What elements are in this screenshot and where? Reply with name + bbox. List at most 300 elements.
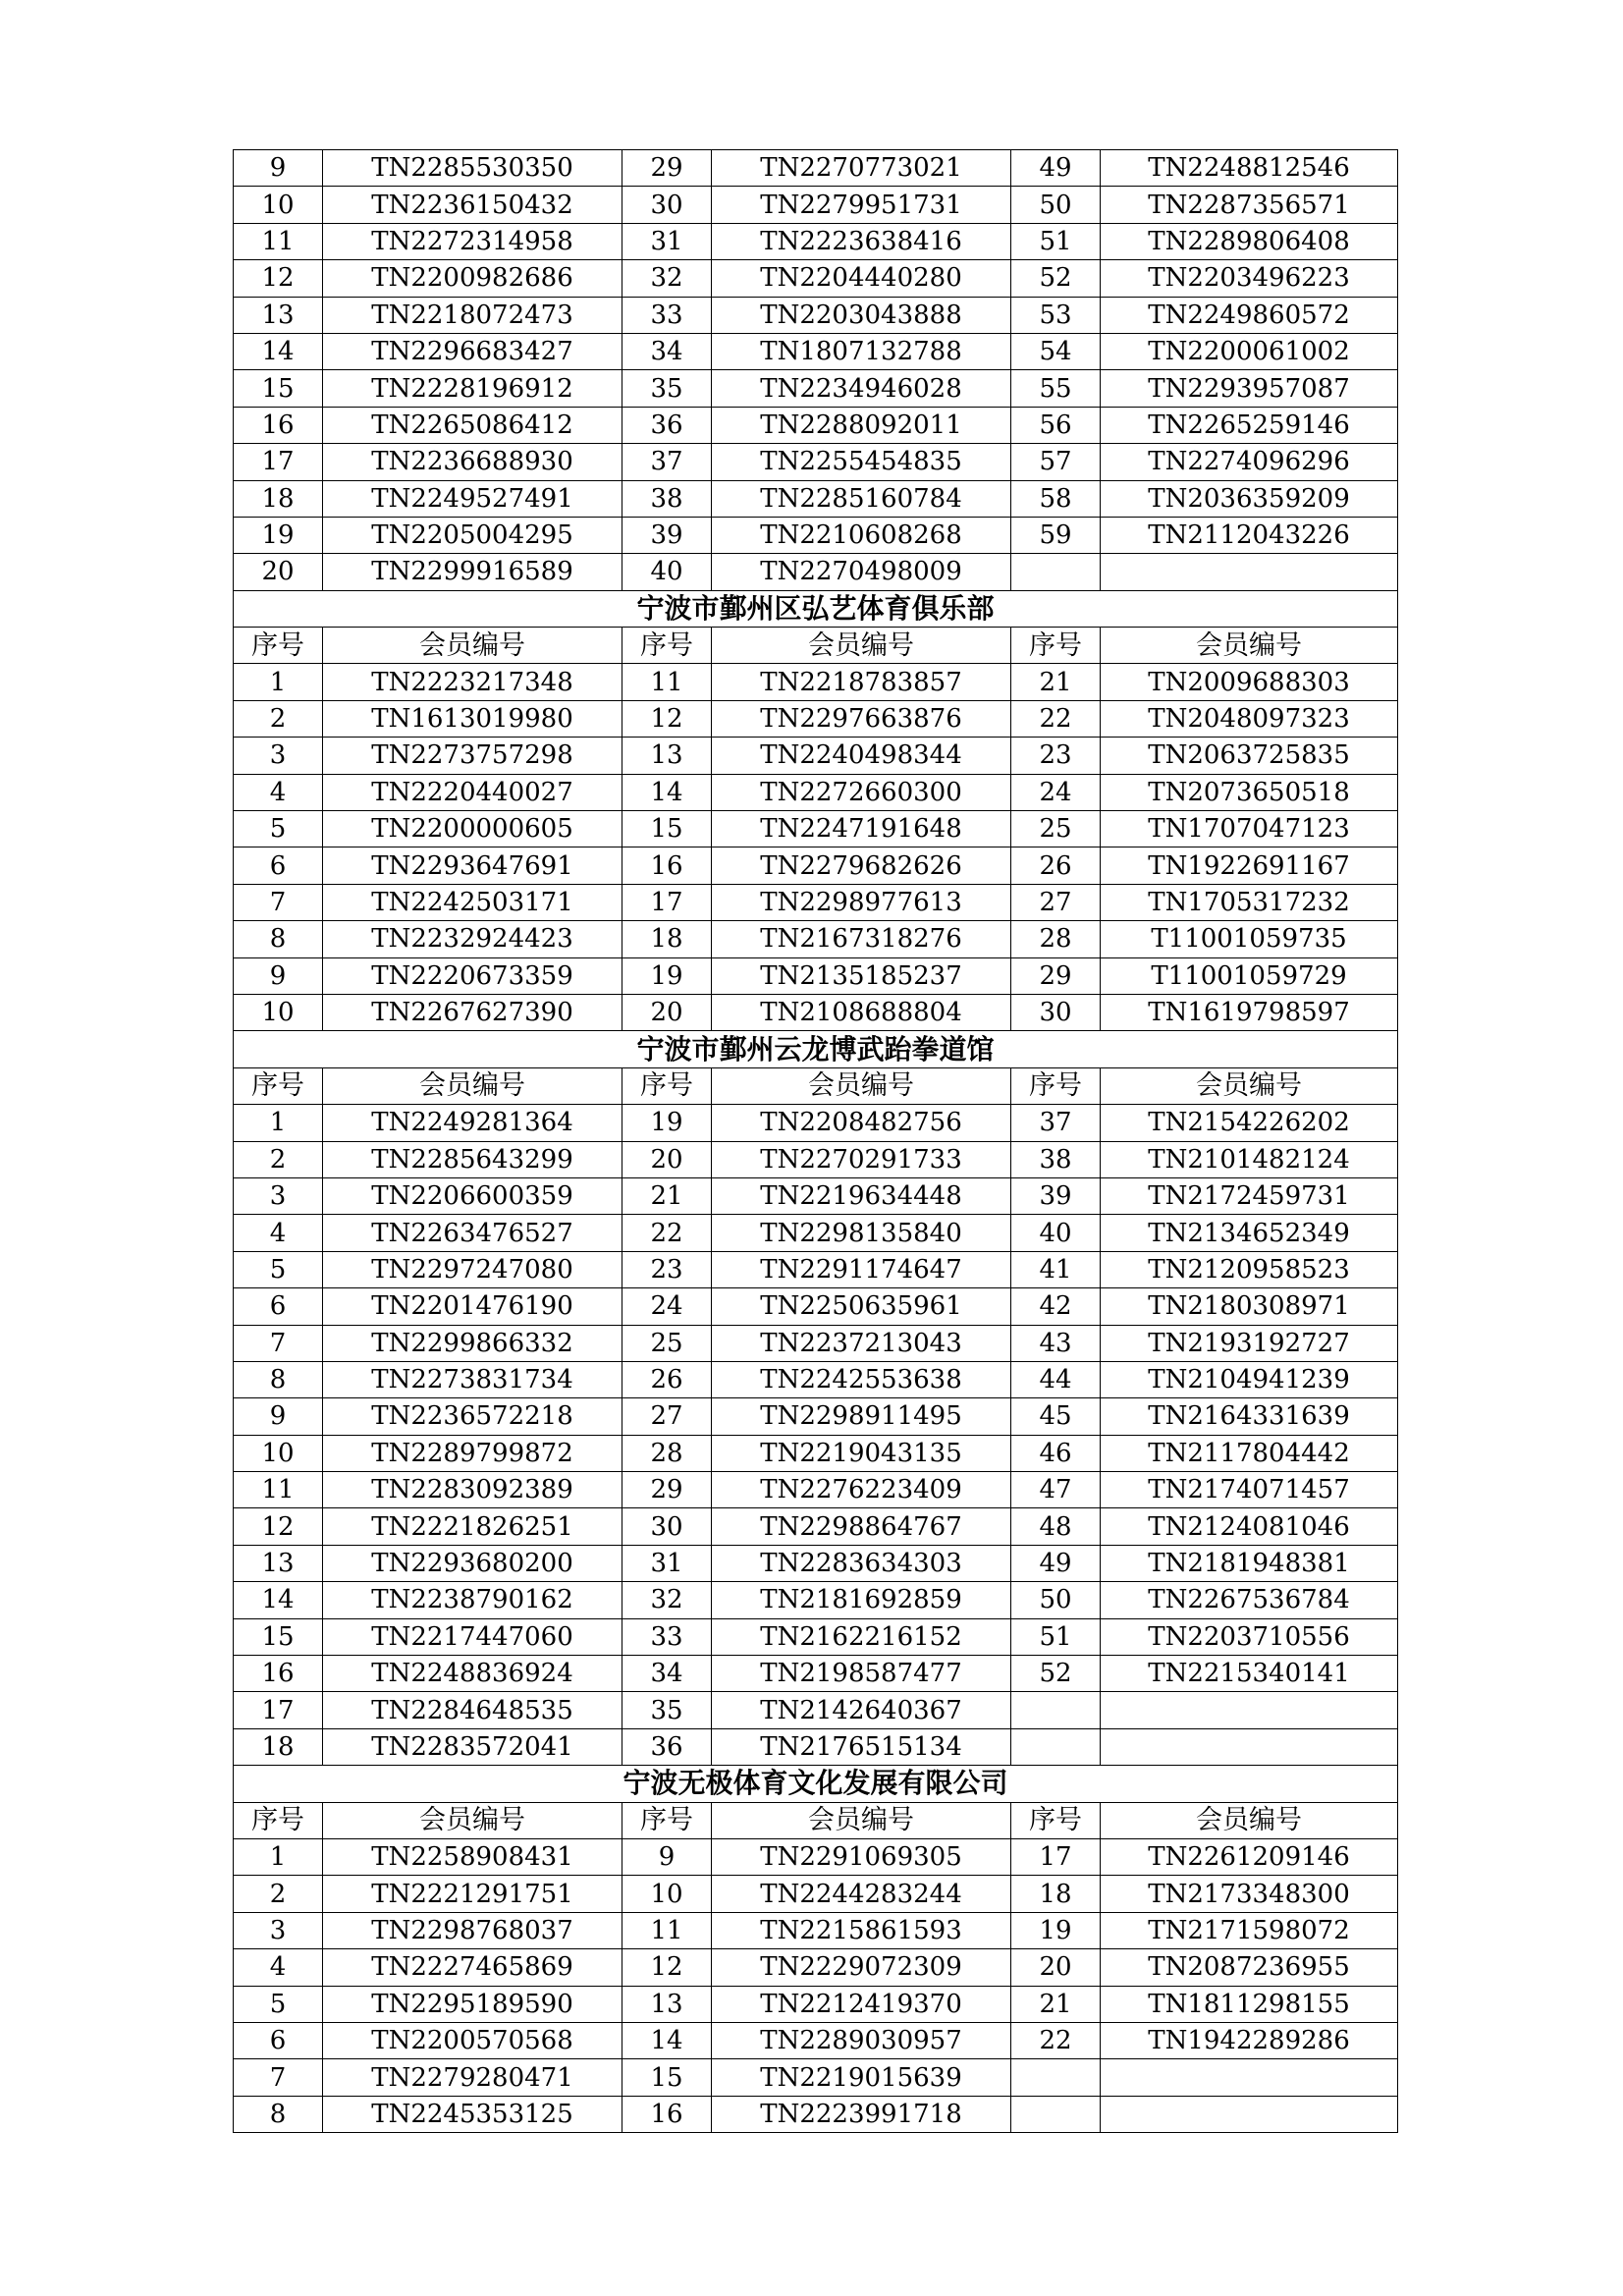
member-id-cell: TN2218072473	[323, 297, 622, 333]
index-cell: 11	[234, 1472, 323, 1508]
index-cell: 29	[622, 150, 712, 187]
index-cell: 10	[622, 1876, 712, 1912]
header-index: 序号	[1011, 628, 1101, 664]
member-id-cell: TN2220673359	[323, 957, 622, 994]
index-cell: 40	[1011, 1215, 1101, 1251]
index-cell: 45	[1011, 1398, 1101, 1435]
table-row	[234, 774, 1398, 810]
index-cell: 4	[234, 1949, 323, 1986]
index-cell: 39	[1011, 1177, 1101, 1214]
index-cell: 15	[622, 811, 712, 847]
member-id-cell: TN1807132788	[712, 333, 1011, 369]
member-id-cell: TN2234946028	[712, 370, 1011, 407]
table-row	[234, 1838, 1398, 1875]
member-id-cell: TN2201476190	[323, 1288, 622, 1325]
member-id-cell: TN2219015639	[712, 2059, 1011, 2096]
member-id-cell: TN2285160784	[712, 480, 1011, 517]
member-id-cell: TN2120958523	[1101, 1251, 1398, 1287]
member-id-cell: TN2134652349	[1101, 1215, 1398, 1251]
index-cell	[1011, 2059, 1101, 2096]
member-id-cell: TN2200000605	[323, 811, 622, 847]
member-id-cell: TN2291174647	[712, 1251, 1011, 1287]
member-id-cell: TN2272660300	[712, 774, 1011, 810]
index-cell: 5	[234, 1251, 323, 1287]
member-id-cell: TN2218783857	[712, 664, 1011, 700]
table-row	[234, 1728, 1398, 1765]
index-cell: 1	[234, 1105, 323, 1141]
member-id-cell: TN2009688303	[1101, 664, 1398, 700]
index-cell: 35	[622, 1692, 712, 1728]
index-cell: 23	[1011, 738, 1101, 774]
member-id-cell: TN2173348300	[1101, 1876, 1398, 1912]
index-cell: 12	[234, 260, 323, 297]
table-row	[234, 921, 1398, 957]
member-id-cell: TN1922691167	[1101, 847, 1398, 884]
header-member-id: 会员编号	[323, 1802, 622, 1838]
member-id-cell: TN2270291733	[712, 1141, 1011, 1177]
index-cell: 26	[1011, 847, 1101, 884]
table-row	[234, 700, 1398, 737]
table-row	[234, 480, 1398, 517]
member-id-cell: TN2237213043	[712, 1325, 1011, 1361]
table-row	[234, 1435, 1398, 1471]
member-id-cell	[1101, 554, 1398, 590]
index-cell: 13	[234, 1545, 323, 1581]
table-row	[234, 1361, 1398, 1397]
member-id-cell: TN2174071457	[1101, 1472, 1398, 1508]
index-cell: 24	[622, 1288, 712, 1325]
index-cell: 41	[1011, 1251, 1101, 1287]
index-cell: 12	[234, 1508, 323, 1545]
index-cell: 50	[1011, 187, 1101, 223]
member-id-cell: TN2117804442	[1101, 1435, 1398, 1471]
member-id-cell: TN2221291751	[323, 1876, 622, 1912]
index-cell	[1011, 1692, 1101, 1728]
index-cell: 22	[1011, 2022, 1101, 2058]
section-title-row	[234, 1766, 1398, 1802]
table-row	[234, 2022, 1398, 2058]
index-cell: 52	[1011, 1656, 1101, 1692]
header-index: 序号	[1011, 1067, 1101, 1104]
member-id-cell: TN2249281364	[323, 1105, 622, 1141]
member-id-cell: TN2232924423	[323, 921, 622, 957]
member-id-cell: TN2276223409	[712, 1472, 1011, 1508]
index-cell: 54	[1011, 333, 1101, 369]
member-id-cell: TN2248812546	[1101, 150, 1398, 187]
member-id-cell: TN2215340141	[1101, 1656, 1398, 1692]
table-row	[234, 1325, 1398, 1361]
index-cell: 32	[622, 1582, 712, 1618]
member-id-cell	[1101, 1692, 1398, 1728]
index-cell: 8	[234, 2096, 323, 2132]
member-id-cell: TN2181692859	[712, 1582, 1011, 1618]
index-cell: 14	[622, 2022, 712, 2058]
index-cell: 7	[234, 884, 323, 920]
member-id-cell: TN2298768037	[323, 1912, 622, 1948]
index-cell: 52	[1011, 260, 1101, 297]
member-id-cell: TN2285530350	[323, 150, 622, 187]
index-cell: 14	[234, 1582, 323, 1618]
member-id-cell: TN2265259146	[1101, 407, 1398, 443]
header-member-id: 会员编号	[712, 1067, 1011, 1104]
member-id-cell: TN2167318276	[712, 921, 1011, 957]
table-row	[234, 1582, 1398, 1618]
header-index: 序号	[234, 628, 323, 664]
member-id-cell: TN2236688930	[323, 444, 622, 480]
member-id-cell: TN2242503171	[323, 884, 622, 920]
index-cell: 47	[1011, 1472, 1101, 1508]
index-cell	[1011, 1728, 1101, 1765]
index-cell: 8	[234, 1361, 323, 1397]
member-id-cell: TN2299916589	[323, 554, 622, 590]
member-id-cell: TN2279682626	[712, 847, 1011, 884]
member-id-cell: TN2206600359	[323, 1177, 622, 1214]
member-id-cell: TN2249860572	[1101, 297, 1398, 333]
member-id-cell	[1101, 2096, 1398, 2132]
member-id-cell: TN2291069305	[712, 1838, 1011, 1875]
member-id-cell: TN2171598072	[1101, 1912, 1398, 1948]
member-id-cell: TN2279951731	[712, 187, 1011, 223]
table-row	[234, 150, 1398, 187]
member-id-cell: TN2267536784	[1101, 1582, 1398, 1618]
member-id-cell: TN2223638416	[712, 223, 1011, 259]
table-row	[234, 1912, 1398, 1948]
table-row	[234, 1545, 1398, 1581]
member-id-cell: TN2236572218	[323, 1398, 622, 1435]
member-id-cell: TN2073650518	[1101, 774, 1398, 810]
member-id-cell: TN1619798597	[1101, 994, 1398, 1030]
member-id-cell: TN2236150432	[323, 187, 622, 223]
index-cell: 7	[234, 2059, 323, 2096]
member-id-cell: TN2274096296	[1101, 444, 1398, 480]
index-cell: 38	[622, 480, 712, 517]
member-id-cell: TN2063725835	[1101, 738, 1398, 774]
index-cell	[1011, 2096, 1101, 2132]
member-id-cell: TN2208482756	[712, 1105, 1011, 1141]
table-row	[234, 1508, 1398, 1545]
table-row	[234, 1656, 1398, 1692]
table-row	[234, 957, 1398, 994]
index-cell: 22	[622, 1215, 712, 1251]
member-table	[233, 149, 1398, 2133]
header-member-id: 会员编号	[712, 628, 1011, 664]
index-cell: 31	[622, 1545, 712, 1581]
index-cell: 16	[622, 2096, 712, 2132]
member-id-cell: TN2181948381	[1101, 1545, 1398, 1581]
member-id-cell: TN2172459731	[1101, 1177, 1398, 1214]
index-cell: 13	[622, 1986, 712, 2022]
index-cell: 37	[1011, 1105, 1101, 1141]
index-cell: 17	[234, 444, 323, 480]
index-cell: 22	[1011, 700, 1101, 737]
index-cell: 3	[234, 1177, 323, 1214]
member-id-cell: TN2285643299	[323, 1141, 622, 1177]
member-id-cell: TN2297247080	[323, 1251, 622, 1287]
header-member-id: 会员编号	[1101, 1067, 1398, 1104]
table-row	[234, 884, 1398, 920]
index-cell: 4	[234, 1215, 323, 1251]
index-cell: 20	[622, 1141, 712, 1177]
header-index: 序号	[622, 1802, 712, 1838]
member-id-cell: TN2203043888	[712, 297, 1011, 333]
index-cell: 16	[622, 847, 712, 884]
member-id-cell: TN2217447060	[323, 1618, 622, 1655]
member-id-cell: TN2289806408	[1101, 223, 1398, 259]
member-id-cell: TN2245353125	[323, 2096, 622, 2132]
table-row	[234, 1215, 1398, 1251]
index-cell: 37	[622, 444, 712, 480]
member-id-cell: TN2273831734	[323, 1361, 622, 1397]
index-cell: 27	[1011, 884, 1101, 920]
index-cell: 42	[1011, 1288, 1101, 1325]
member-id-cell: TN1707047123	[1101, 811, 1398, 847]
member-id-cell: TN2279280471	[323, 2059, 622, 2096]
member-id-cell: TN2242553638	[712, 1361, 1011, 1397]
member-id-cell: TN2270498009	[712, 554, 1011, 590]
table-row	[234, 1398, 1398, 1435]
index-cell: 25	[622, 1325, 712, 1361]
table-row	[234, 1251, 1398, 1287]
index-cell: 53	[1011, 297, 1101, 333]
index-cell: 39	[622, 517, 712, 553]
table-row	[234, 554, 1398, 590]
table-row	[234, 260, 1398, 297]
header-index: 序号	[234, 1067, 323, 1104]
table-row	[234, 517, 1398, 553]
member-id-cell: TN1613019980	[323, 700, 622, 737]
index-cell: 30	[622, 187, 712, 223]
index-cell: 56	[1011, 407, 1101, 443]
member-id-cell: TN2288092011	[712, 407, 1011, 443]
table-row	[234, 1986, 1398, 2022]
index-cell: 5	[234, 1986, 323, 2022]
index-cell: 10	[234, 1435, 323, 1471]
index-cell: 3	[234, 1912, 323, 1948]
index-cell: 17	[622, 884, 712, 920]
index-cell: 50	[1011, 1582, 1101, 1618]
index-cell: 6	[234, 847, 323, 884]
member-id-cell: TN2087236955	[1101, 1949, 1398, 1986]
index-cell: 13	[622, 738, 712, 774]
member-id-cell: TN2219634448	[712, 1177, 1011, 1214]
section-title: 宁波无极体育文化发展有限公司	[234, 1766, 1398, 1802]
member-id-cell: TN2101482124	[1101, 1141, 1398, 1177]
member-id-cell: TN2249527491	[323, 480, 622, 517]
member-id-cell	[1101, 1728, 1398, 1765]
member-id-cell: TN2135185237	[712, 957, 1011, 994]
member-id-cell: TN2273757298	[323, 738, 622, 774]
index-cell: 16	[234, 1656, 323, 1692]
member-id-cell: TN2289799872	[323, 1435, 622, 1471]
member-id-cell: TN2238790162	[323, 1582, 622, 1618]
index-cell: 44	[1011, 1361, 1101, 1397]
member-id-cell: TN2299866332	[323, 1325, 622, 1361]
index-cell: 35	[622, 370, 712, 407]
member-id-cell: TN2154226202	[1101, 1105, 1398, 1141]
member-id-cell: TN2048097323	[1101, 700, 1398, 737]
index-cell: 55	[1011, 370, 1101, 407]
index-cell: 36	[622, 1728, 712, 1765]
index-cell: 30	[622, 1508, 712, 1545]
table-row	[234, 811, 1398, 847]
index-cell: 17	[1011, 1838, 1101, 1875]
table-row	[234, 1105, 1398, 1141]
member-id-cell: TN2270773021	[712, 150, 1011, 187]
table-row	[234, 994, 1398, 1030]
member-id-cell: TN2293647691	[323, 847, 622, 884]
index-cell: 25	[1011, 811, 1101, 847]
index-cell: 18	[622, 921, 712, 957]
member-id-cell: TN2212419370	[712, 1986, 1011, 2022]
member-id-cell: TN2219043135	[712, 1435, 1011, 1471]
index-cell: 11	[622, 664, 712, 700]
member-id-cell: TN2295189590	[323, 1986, 622, 2022]
member-id-cell: TN2267627390	[323, 994, 622, 1030]
index-cell: 15	[622, 2059, 712, 2096]
table-row	[234, 1472, 1398, 1508]
member-id-cell: TN2036359209	[1101, 480, 1398, 517]
index-cell: 7	[234, 1325, 323, 1361]
table-row	[234, 1876, 1398, 1912]
table-row	[234, 297, 1398, 333]
member-id-cell: TN2198587477	[712, 1656, 1011, 1692]
member-id-cell: TN2298977613	[712, 884, 1011, 920]
member-id-cell: TN2293680200	[323, 1545, 622, 1581]
member-id-cell: TN2203710556	[1101, 1618, 1398, 1655]
index-cell: 21	[622, 1177, 712, 1214]
member-id-cell: TN2227465869	[323, 1949, 622, 1986]
member-id-cell: TN2142640367	[712, 1692, 1011, 1728]
member-id-cell: TN2298864767	[712, 1508, 1011, 1545]
index-cell: 1	[234, 664, 323, 700]
table-row	[234, 2059, 1398, 2096]
index-cell: 28	[1011, 921, 1101, 957]
table-row	[234, 1288, 1398, 1325]
member-id-cell: TN2263476527	[323, 1215, 622, 1251]
header-member-id: 会员编号	[1101, 1802, 1398, 1838]
member-id-cell: TN2297663876	[712, 700, 1011, 737]
header-index: 序号	[622, 1067, 712, 1104]
member-id-cell: TN2176515134	[712, 1728, 1011, 1765]
index-cell: 23	[622, 1251, 712, 1287]
table-row	[234, 1618, 1398, 1655]
index-cell: 13	[234, 297, 323, 333]
header-row	[234, 1802, 1398, 1838]
index-cell: 51	[1011, 223, 1101, 259]
index-cell: 9	[622, 1838, 712, 1875]
table-row	[234, 847, 1398, 884]
member-id-cell: TN2180308971	[1101, 1288, 1398, 1325]
index-cell: 16	[234, 407, 323, 443]
index-cell: 10	[234, 187, 323, 223]
table-row	[234, 1141, 1398, 1177]
index-cell: 30	[1011, 994, 1101, 1030]
index-cell: 8	[234, 921, 323, 957]
index-cell: 26	[622, 1361, 712, 1397]
member-id-cell: TN2108688804	[712, 994, 1011, 1030]
member-id-cell: T11001059729	[1101, 957, 1398, 994]
header-row	[234, 1067, 1398, 1104]
table-row	[234, 187, 1398, 223]
index-cell: 40	[622, 554, 712, 590]
section-title-row	[234, 590, 1398, 627]
member-id-cell: TN2205004295	[323, 517, 622, 553]
index-cell: 32	[622, 260, 712, 297]
header-index: 序号	[1011, 1802, 1101, 1838]
index-cell: 9	[234, 957, 323, 994]
member-id-cell: TN2283092389	[323, 1472, 622, 1508]
index-cell: 6	[234, 1288, 323, 1325]
member-id-cell: TN1942289286	[1101, 2022, 1398, 2058]
index-cell: 4	[234, 774, 323, 810]
member-id-cell: TN2283634303	[712, 1545, 1011, 1581]
index-cell: 59	[1011, 517, 1101, 553]
section-title: 宁波市鄞州云龙博武跆拳道馆	[234, 1031, 1398, 1067]
index-cell: 3	[234, 738, 323, 774]
index-cell: 31	[622, 223, 712, 259]
index-cell: 38	[1011, 1141, 1101, 1177]
index-cell: 15	[234, 1618, 323, 1655]
index-cell: 49	[1011, 1545, 1101, 1581]
index-cell: 14	[234, 333, 323, 369]
index-cell: 20	[234, 554, 323, 590]
index-cell: 2	[234, 1141, 323, 1177]
member-id-cell: TN2247191648	[712, 811, 1011, 847]
index-cell: 29	[1011, 957, 1101, 994]
member-id-cell: TN2261209146	[1101, 1838, 1398, 1875]
index-cell: 48	[1011, 1508, 1101, 1545]
member-id-cell	[1101, 2059, 1398, 2096]
index-cell: 11	[234, 223, 323, 259]
member-id-cell: TN2248836924	[323, 1656, 622, 1692]
index-cell: 18	[1011, 1876, 1101, 1912]
index-cell: 5	[234, 811, 323, 847]
index-cell: 34	[622, 333, 712, 369]
index-cell: 18	[234, 1728, 323, 1765]
index-cell	[1011, 554, 1101, 590]
member-table-body	[234, 150, 1398, 2133]
index-cell: 49	[1011, 150, 1101, 187]
header-member-id: 会员编号	[323, 628, 622, 664]
index-cell: 51	[1011, 1618, 1101, 1655]
member-id-cell: TN2228196912	[323, 370, 622, 407]
member-id-cell: TN2200570568	[323, 2022, 622, 2058]
index-cell: 14	[622, 774, 712, 810]
index-cell: 20	[622, 994, 712, 1030]
index-cell: 9	[234, 1398, 323, 1435]
member-id-cell: TN2112043226	[1101, 517, 1398, 553]
index-cell: 36	[622, 407, 712, 443]
member-id-cell: TN2296683427	[323, 333, 622, 369]
section-title-row	[234, 1031, 1398, 1067]
index-cell: 21	[1011, 664, 1101, 700]
member-id-cell: TN1705317232	[1101, 884, 1398, 920]
index-cell: 33	[622, 297, 712, 333]
member-id-cell: TN2215861593	[712, 1912, 1011, 1948]
index-cell: 12	[622, 1949, 712, 1986]
index-cell: 1	[234, 1838, 323, 1875]
header-index: 序号	[234, 1802, 323, 1838]
table-row	[234, 370, 1398, 407]
member-id-cell: TN2220440027	[323, 774, 622, 810]
member-id-cell: TN2200982686	[323, 260, 622, 297]
index-cell: 6	[234, 2022, 323, 2058]
member-id-cell: TN2223991718	[712, 2096, 1011, 2132]
member-id-cell: TN2221826251	[323, 1508, 622, 1545]
table-row	[234, 1177, 1398, 1214]
member-id-cell: TN2298135840	[712, 1215, 1011, 1251]
index-cell: 19	[622, 1105, 712, 1141]
